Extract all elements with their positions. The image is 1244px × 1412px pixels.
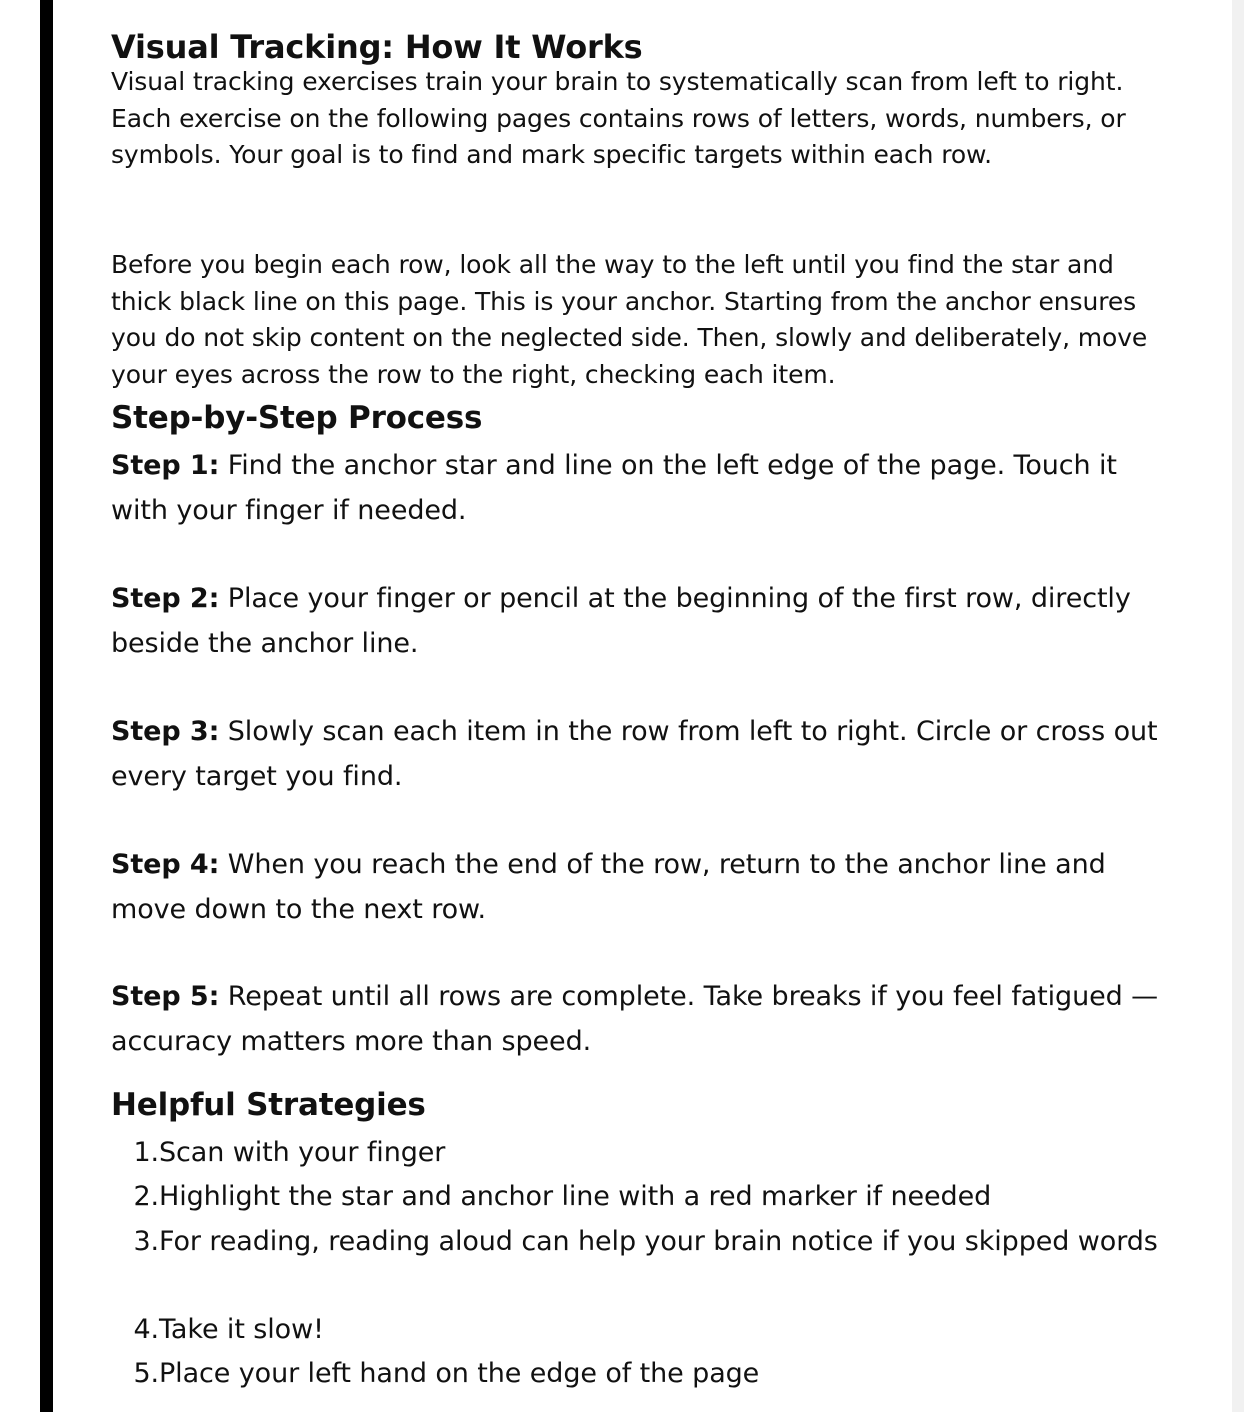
step-5: [111, 975, 1181, 1064]
step-text: Find the anchor star and line on the left edge of the page. Touch it with your finger if needed.: [111, 450, 1117, 526]
list-number: 5.: [133, 1358, 159, 1389]
intro-paragraph-1: Visual tracking exercises train your brain to systematically scan from left to right. Each exercise on the following pages contains rows of letters, words, numbers, or symbols. Your goal is to find and mark specific targets within each row.: [111, 67, 1126, 170]
page-title: Visual Tracking: How It Works: [111, 28, 643, 66]
step-label: Step 1:: [111, 450, 220, 481]
step-3: [111, 710, 1181, 799]
list-text: For reading, reading aloud can help your brain notice if you skipped words: [159, 1226, 1158, 1257]
step-text: Slowly scan each item in the row from left to right. Circle or cross out every target you find.: [111, 716, 1158, 792]
intro-paragraph-2: Before you begin each row, look all the way to the left until you find the star and thick black line on this page. This is your anchor. Starting from the anchor ensures you do not skip content on the neglected side. Then, slowly and deliberately, move your eyes across the row to the right, checking each item.: [111, 250, 1148, 390]
list-number: 1.: [133, 1137, 159, 1168]
step-label: Step 2:: [111, 583, 220, 614]
step-label: Step 5:: [111, 981, 220, 1012]
process-heading: Step-by-Step Process: [111, 400, 483, 436]
list-text: Take it slow!: [159, 1314, 324, 1345]
step-text: Repeat until all rows are complete. Take breaks if you feel fatigued — accuracy matters more than speed.: [111, 981, 1159, 1057]
step-text: When you reach the end of the row, return to the anchor line and move down to the next row.: [111, 849, 1106, 925]
step-label: Step 4:: [111, 849, 220, 880]
step-label: Step 3:: [111, 716, 220, 747]
list-text: Highlight the star and anchor line with a red marker if needed: [159, 1181, 992, 1212]
step-text: Place your finger or pencil at the beginning of the first row, directly beside the anchor line.: [111, 583, 1131, 659]
list-number: 4.: [133, 1314, 159, 1345]
list-text: Place your left hand on the edge of the page: [159, 1358, 760, 1389]
step-1: [111, 444, 1181, 533]
anchor-line: [40, 0, 53, 1412]
step-4: [111, 843, 1181, 932]
page-edge: [1232, 0, 1244, 1412]
step-2: [111, 577, 1181, 666]
list-number: 2.: [133, 1181, 159, 1212]
list-number: 3.: [133, 1226, 159, 1257]
strategies-heading: Helpful Strategies: [111, 1087, 426, 1123]
list-text: Scan with your finger: [159, 1137, 446, 1168]
